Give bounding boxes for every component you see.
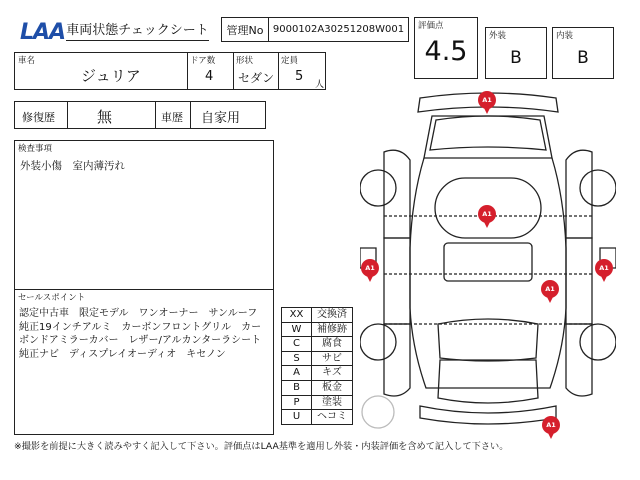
damage-mark: A1 <box>541 280 559 298</box>
damage-mark: A1 <box>478 205 496 223</box>
overall-score-value: 4.5 <box>424 36 468 67</box>
legend-meaning: 腐食 <box>322 338 342 350</box>
inspection-text: 外装小傷 室内薄汚れ <box>20 160 125 172</box>
footer-note: ※撮影を前提に大きく読みやすく記入して下さい。評価点はLAA基準を適用し外装・内装評価を含めて記入して下さい。 <box>14 441 509 452</box>
legend-row <box>282 410 352 425</box>
doors-value: 4 <box>205 69 214 84</box>
legend-meaning: サビ <box>322 352 342 364</box>
laa-logo-mark <box>18 17 70 45</box>
legend-row <box>282 396 352 411</box>
shape-label: 形状 <box>236 56 254 66</box>
car-diagram <box>360 88 616 434</box>
legend-meaning: 塗装 <box>322 396 342 408</box>
mgmt-label-text: 管理No <box>226 23 264 37</box>
damage-mark: A1 <box>478 91 496 109</box>
repair-history-label: 修復歴 <box>22 111 55 124</box>
capacity-value: 5 <box>295 69 304 84</box>
overall-score-box <box>414 17 478 79</box>
legend-row <box>282 381 352 396</box>
damage-mark: A1 <box>595 259 613 277</box>
exterior-score-box <box>485 27 547 79</box>
interior-score-label: 内装 <box>556 31 574 41</box>
legend-code: U <box>282 410 312 425</box>
interior-score-value: B <box>577 48 589 68</box>
car-name-value: ジュリア <box>81 67 141 85</box>
selling-points-box <box>14 289 274 435</box>
interior-score-box <box>552 27 614 79</box>
mgmt-label <box>221 17 269 42</box>
exterior-score-value: B <box>510 48 522 68</box>
history-row <box>14 101 266 129</box>
selling-points-text: 認定中古車 限定モデル ワンオーナー サンルーフ 純正19インチアルミ カーボンフロントグリル カーボンドアミラーカバー レザー/アルカンターラシート 純正ナビ ディスプレイオーディオ キセノン <box>19 308 272 360</box>
usage-history-value: 自家用 <box>201 111 241 126</box>
legend-row <box>282 308 352 323</box>
mgmt-value <box>268 17 409 42</box>
doors-label: ドア数 <box>190 56 216 66</box>
legend-row <box>282 352 352 367</box>
car-name-label: 車名 <box>18 56 36 66</box>
sheet-title <box>66 17 209 41</box>
legend-code: C <box>282 337 312 351</box>
legend-meaning: 交換済 <box>317 309 347 320</box>
legend-meaning: 板金 <box>322 382 342 393</box>
selling-points-label: セールスポイント <box>18 293 86 303</box>
capacity-label: 定員 <box>281 56 299 66</box>
legend-row <box>282 337 352 352</box>
legend-meaning: ヘコミ <box>317 411 347 423</box>
vehicle-info-row <box>14 52 326 90</box>
damage-legend <box>281 307 353 425</box>
legend-meaning: キズ <box>322 367 342 379</box>
legend-code: A <box>282 366 312 380</box>
inspection-label: 検査事項 <box>18 144 53 154</box>
laa-logo <box>18 17 68 45</box>
legend-code: B <box>282 381 312 395</box>
legend-code: S <box>282 352 312 366</box>
svg-text:LAA: LAA <box>20 20 66 45</box>
shape-value: セダン <box>238 71 275 85</box>
overall-score-label: 評価点 <box>418 21 444 31</box>
legend-code: P <box>282 396 312 410</box>
damage-mark: A1 <box>542 416 560 434</box>
legend-row <box>282 366 352 381</box>
legend-code: W <box>282 323 312 337</box>
legend-row <box>282 323 352 338</box>
exterior-score-label: 外装 <box>489 31 507 41</box>
sheet-title-text: 車両状態チェックシート <box>66 23 209 38</box>
inspection-box <box>14 140 274 290</box>
capacity-unit: 人 <box>315 80 325 90</box>
mgmt-value-text: 9000102A30251208W001 <box>272 24 405 35</box>
damage-mark: A1 <box>361 259 379 277</box>
legend-meaning: 補修跡 <box>317 323 347 335</box>
usage-history-label: 車歴 <box>161 111 183 124</box>
repair-history-value: 無 <box>97 108 113 126</box>
legend-code: XX <box>282 308 312 322</box>
